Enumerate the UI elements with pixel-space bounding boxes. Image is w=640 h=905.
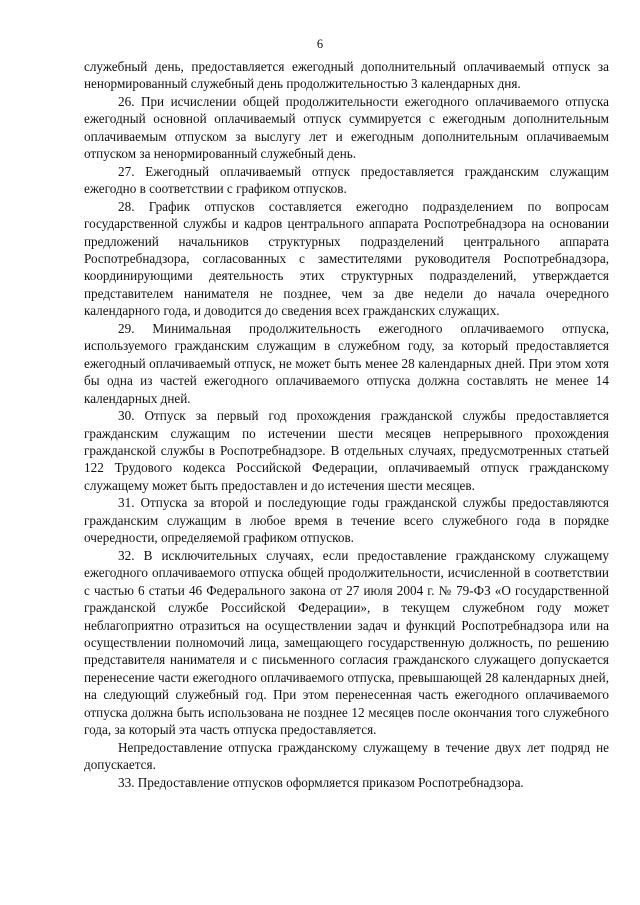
paragraph-33: 33. Предоставление отпусков оформляется приказом Роспотребнадзора.	[118, 774, 524, 790]
page-number: 6	[316, 37, 324, 51]
paragraph-26: 26. При исчислении общей продолжительности ежегодного оплачиваемого отпуска ежегодный основной оплачиваемый отпуск суммируется с ежегодным дополнительным оплачиваемым отпуском за выслугу лет и ежегодным дополнительным оплачиваемым отпуском за ненормированный служебный день.	[84, 93, 609, 162]
paragraph-32-continuation: Непредоставление отпуска гражданскому служащему в течение двух лет подряд не допускается.	[84, 739, 609, 773]
paragraph-28: 28. График отпусков составляется ежегодно подразделением по вопросам государственной службы и кадров центрального аппарата Роспотребнадзора на основании предложений начальников структурных подразделений центрального аппарата Роспотребнадзора, согласованных с заместителями руководителя Роспотребнадзора, координирующими деятельность этих структурных подразделений, утверждается представителем нанимателя не позднее, чем за две недели до начала очередного календарного года, и доводится до сведения всех гражданских служащих.	[84, 198, 609, 319]
paragraph-32: 32. В исключительных случаях, если предоставление гражданскому служащему ежегодного оплачиваемого отпуска общей продолжительности, исчисленной в соответствии с частью 6 статьи 46 Федерального закона от 27 июля 2004 г. № 79-ФЗ «О государственной гражданской службе Российской Федерации», в текущем служебном году может неблагоприятно отразиться на осуществлении задач и функций Роспотребнадзора или на осуществлении полномочий лица, замещающего государственную должность, по решению представителя нанимателя и с письменного согласия гражданского служащего допускается перенесение части ежегодного оплачиваемого отпуска, превышающей 28 календарных дней, на следующий служебный год. При этом перенесенная часть ежегодного оплачиваемого отпуска должна быть использована не позднее 12 месяцев после окончания того служебного года, за который эта часть отпуска предоставляется.	[84, 547, 609, 738]
paragraph-continuation: служебный день, предоставляется ежегодный дополнительный оплачиваемый отпуск за ненормированный служебный день продолжительностью 3 календарных дня.	[84, 59, 609, 92]
paragraph-30: 30. Отпуск за первый год прохождения гражданской службы предоставляется гражданским служащим по истечении шести месяцев непрерывного прохождения гражданской службы в Роспотребнадзоре. В отдельных случаях, предусмотренных статьей 122 Трудового кодекса Российской Федерации, оплачиваемый отпуск гражданскому служащему может быть предоставлен и до истечения шести месяцев.	[84, 408, 609, 493]
document-body	[84, 58, 609, 791]
paragraph-29: 29. Минимальная продолжительность ежегодного оплачиваемого отпуска, используемого гражданским служащим в служебном году, за который предоставляется ежегодный оплачиваемый отпуск, не может быть менее 28 календарных дней. При этом хотя бы одна из частей ежегодного оплачиваемого отпуска должна составлять не менее 14 календарных дней.	[84, 320, 609, 406]
paragraph-27: 27. Ежегодный оплачиваемый отпуск предоставляется гражданским служащим ежегодно в соответствии с графиком отпусков.	[84, 163, 609, 197]
paragraph-31: 31. Отпуска за второй и последующие годы гражданской службы предоставляются гражданским служащим в любое время в течение всего служебного года в порядке очередности, определяемой графиком отпусков.	[84, 495, 609, 546]
